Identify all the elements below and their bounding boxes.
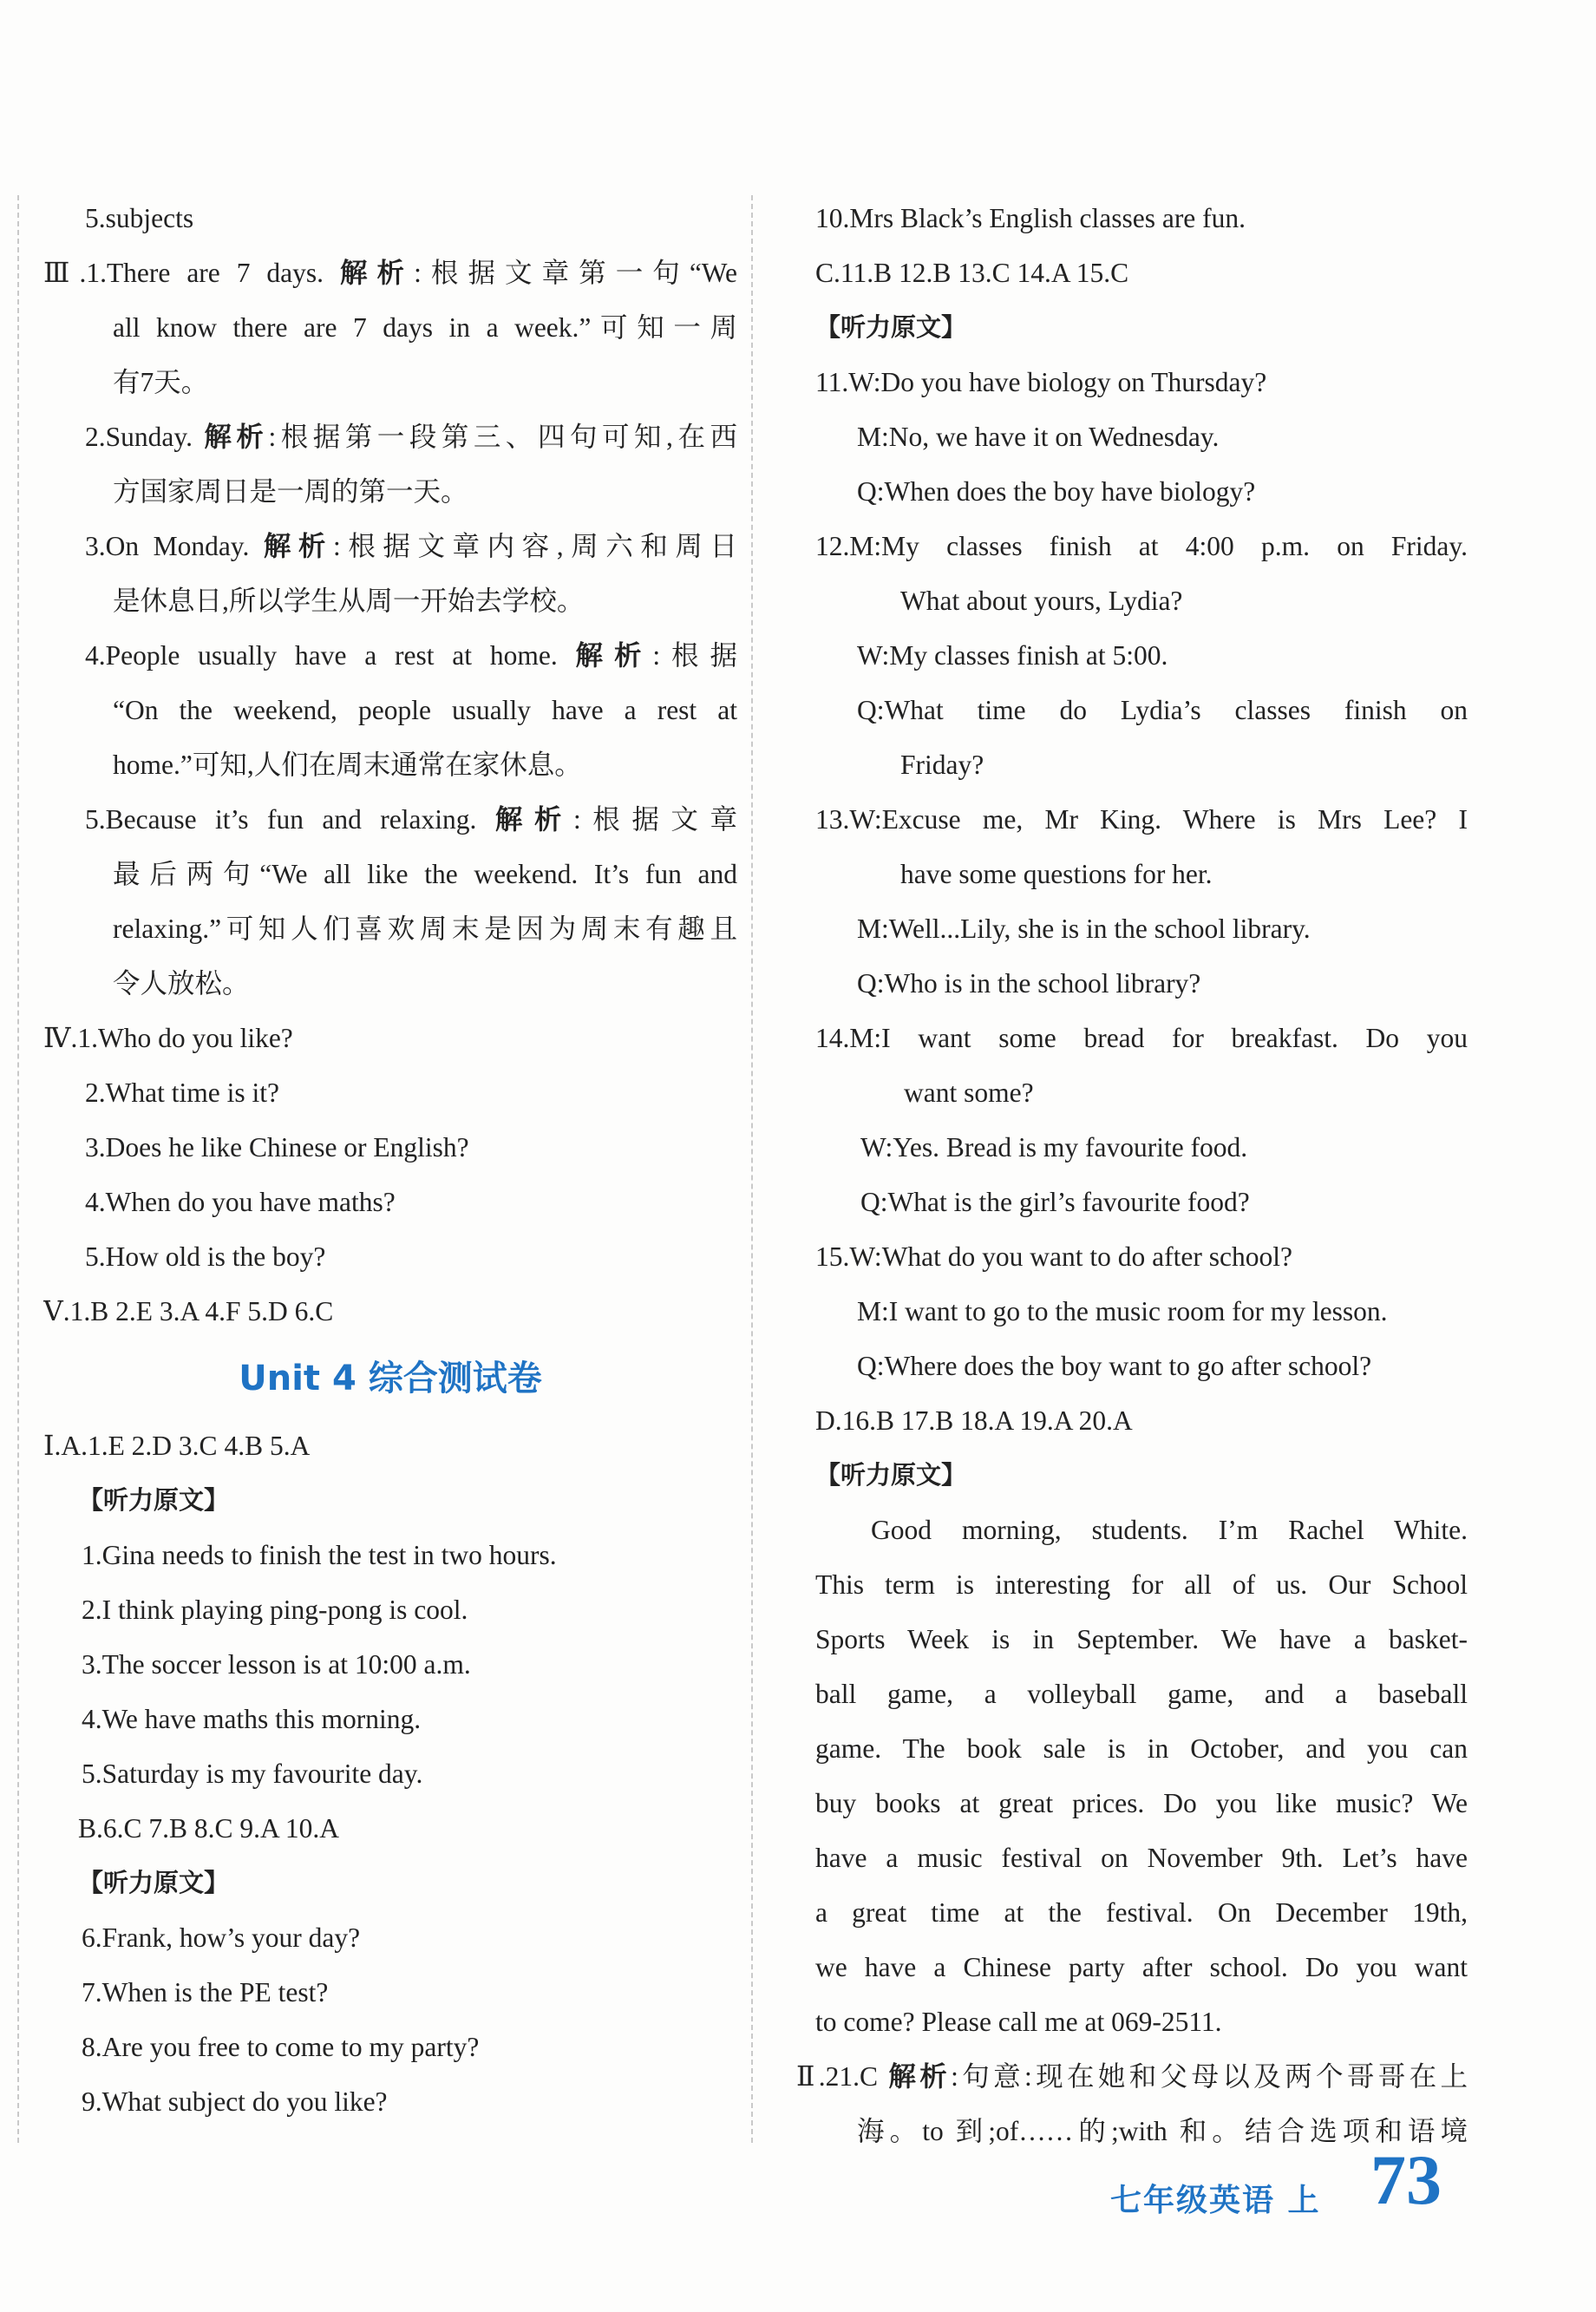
- answer-line: [43, 519, 737, 573]
- page-number: 73: [1370, 2140, 1442, 2219]
- answer-line: 1.Gina needs to finish the test in two hours.: [82, 1540, 557, 1570]
- answer-text: 3.On Monday.: [85, 531, 250, 561]
- answer-line: Sports Week is in September. We have a basket-: [815, 1624, 1468, 1654]
- answer-line: 3.Does he like Chinese or English?: [85, 1132, 469, 1163]
- answer-line: 4.We have maths this morning.: [82, 1704, 422, 1734]
- answer-line: [43, 246, 737, 300]
- answer-line: Friday?: [900, 750, 984, 780]
- answer-line: game. The book sale is in October, and you can: [815, 1733, 1468, 1764]
- answer-line: ball game, a volleyball game, and a baseball: [815, 1679, 1468, 1709]
- answer-line: 11.W:Do you have biology on Thursday?: [815, 367, 1267, 397]
- left-answers-bottom: [43, 1418, 737, 2129]
- analysis-text: :根据文章: [572, 804, 737, 835]
- answer-line: Q:What is the girl’s favourite food?: [860, 1187, 1250, 1217]
- answer-line: all know there are 7 days in a week.”可知一周: [113, 312, 737, 343]
- answer-line: “On the weekend, people usually have a rest at: [113, 695, 737, 725]
- unit-title: Unit 4 综合测试卷: [239, 1359, 542, 1398]
- answer-line: 12.M:My classes finish at 4:00 p.m. on Friday.: [815, 531, 1468, 561]
- answer-line: [796, 2049, 1468, 2104]
- answer-line: W:My classes finish at 5:00.: [857, 640, 1168, 671]
- answer-line: we have a Chinese party after school. Do you want: [815, 1952, 1468, 1982]
- answer-text: Ⅲ.1.There are 7 days.: [43, 258, 324, 288]
- answer-line: W:Yes. Bread is my favourite food.: [860, 1132, 1248, 1163]
- column-divider: [751, 195, 753, 2143]
- section-heading: 【听力原文】: [78, 1485, 230, 1515]
- answer-line: 10.Mrs Black’s English classes are fun.: [815, 203, 1246, 233]
- answer-line: What about yours, Lydia?: [900, 586, 1183, 616]
- answer-line: 6.Frank, how’s your day?: [82, 1922, 361, 1953]
- answer-line: 7.When is the PE test?: [82, 1977, 329, 2007]
- analysis-label: 解析: [494, 804, 573, 835]
- answer-line: 2.What time is it?: [85, 1077, 279, 1108]
- answer-text: 5.Because it’s fun and relaxing.: [85, 804, 477, 835]
- analysis-text: :根据: [652, 640, 737, 671]
- analysis-label: 解析: [339, 258, 415, 288]
- answer-line: to come? Please call me at 069-2511.: [815, 2007, 1222, 2037]
- analysis-text: :根据文章第一句“We: [414, 258, 737, 288]
- answer-line: Q:What time do Lydia’s classes finish on: [857, 695, 1468, 725]
- answer-line: 14.M:I want some bread for breakfast. Do you: [815, 1023, 1468, 1053]
- answer-line: 是休息日,所以学生从周一开始去学校。: [113, 586, 585, 616]
- answer-line: 13.W:Excuse me, Mr King. Where is Mrs Lee? I: [815, 804, 1468, 835]
- answer-line: [43, 409, 737, 464]
- answer-line: 15.W:What do you want to do after school?: [815, 1241, 1292, 1272]
- analysis-text: :根据第一段第三、四句可知,在西: [268, 422, 737, 452]
- section-heading: 【听力原文】: [78, 1868, 230, 1897]
- answer-line: have some questions for her.: [900, 859, 1213, 889]
- answer-line: Ⅴ.1.B 2.E 3.A 4.F 5.D 6.C: [43, 1296, 334, 1326]
- answer-line: [43, 792, 737, 847]
- answer-text: 4.People usually have a rest at home.: [85, 640, 558, 671]
- answer-line: want some?: [904, 1077, 1034, 1108]
- answer-text: Ⅱ.21.C: [796, 2061, 879, 2092]
- answer-line: [43, 628, 737, 683]
- answer-line: 海。to 到;of……的;with 和。结合选项和语境: [857, 2116, 1468, 2146]
- answer-line: 5.How old is the boy?: [85, 1241, 326, 1272]
- left-column: [43, 191, 737, 2129]
- answer-line: have a music festival on November 9th. Let’s have: [815, 1843, 1468, 1873]
- answer-line: 最后两句“We all like the weekend. It’s fun and: [113, 859, 737, 889]
- answer-line: 9.What subject do you like?: [82, 2086, 388, 2117]
- answer-line: This term is interesting for all of us. Our School: [815, 1569, 1468, 1600]
- answer-line: Q:Where does the boy want to go after school?: [857, 1351, 1372, 1381]
- answer-line: Good morning, students. I’m Rachel White.: [871, 1515, 1468, 1545]
- answer-line: 2.I think playing ping-pong is cool.: [82, 1595, 468, 1625]
- right-column: [796, 191, 1468, 2158]
- left-margin-divider: [17, 195, 19, 2143]
- right-answers: [796, 191, 1468, 2158]
- analysis-label: 解析: [888, 2061, 952, 2092]
- answer-line: home.”可知,人们在周末通常在家休息。: [113, 750, 582, 780]
- analysis-text: :根据文章内容,周六和周日: [333, 531, 737, 561]
- page-footer: [1110, 2141, 1475, 2219]
- answer-line: Ⅰ.A.1.E 2.D 3.C 4.B 5.A: [43, 1431, 311, 1461]
- answer-line: 5.subjects: [85, 203, 194, 233]
- answer-line: 方国家周日是一周的第一天。: [113, 476, 468, 507]
- answer-line: C.11.B 12.B 13.C 14.A 15.C: [815, 258, 1129, 288]
- answer-line: M:I want to go to the music room for my lesson.: [857, 1296, 1388, 1326]
- answer-line: M:Well...Lily, she is in the school library.: [857, 914, 1311, 944]
- answer-line: a great time at the festival. On December 19th,: [815, 1897, 1468, 1928]
- answer-line: 有7天。: [113, 367, 209, 397]
- answer-line: Q:When does the boy have biology?: [857, 476, 1256, 507]
- answer-line: Q:Who is in the school library?: [857, 968, 1201, 999]
- analysis-label: 解析: [575, 640, 653, 671]
- section-heading: 【听力原文】: [815, 312, 967, 342]
- analysis-label: 解析: [263, 531, 333, 561]
- left-answers-top: [43, 191, 737, 1339]
- answer-line: 3.The soccer lesson is at 10:00 a.m.: [82, 1649, 471, 1680]
- answer-line: D.16.B 17.B 18.A 19.A 20.A: [815, 1405, 1133, 1436]
- answer-line: Ⅳ.1.Who do you like?: [43, 1023, 293, 1053]
- answer-line: 8.Are you free to come to my party?: [82, 2032, 480, 2062]
- section-heading: 【听力原文】: [815, 1460, 967, 1490]
- answer-text: 2.Sunday.: [85, 422, 193, 452]
- answer-line: M:No, we have it on Wednesday.: [857, 422, 1220, 452]
- answer-line: buy books at great prices. Do you like music? We: [815, 1788, 1468, 1818]
- analysis-label: 解析: [204, 422, 269, 452]
- answer-line: B.6.C 7.B 8.C 9.A 10.A: [78, 1813, 340, 1844]
- answer-line: 5.Saturday is my favourite day.: [82, 1759, 423, 1789]
- book-label: 七年级英语 上: [1110, 2183, 1321, 2218]
- answer-line: 4.When do you have maths?: [85, 1187, 396, 1217]
- answer-line: 令人放松。: [113, 968, 250, 999]
- analysis-text: :句意:现在她和父母以及两个哥哥在上: [951, 2061, 1468, 2092]
- answer-line: relaxing.”可知人们喜欢周末是因为周末有趣且: [113, 914, 737, 944]
